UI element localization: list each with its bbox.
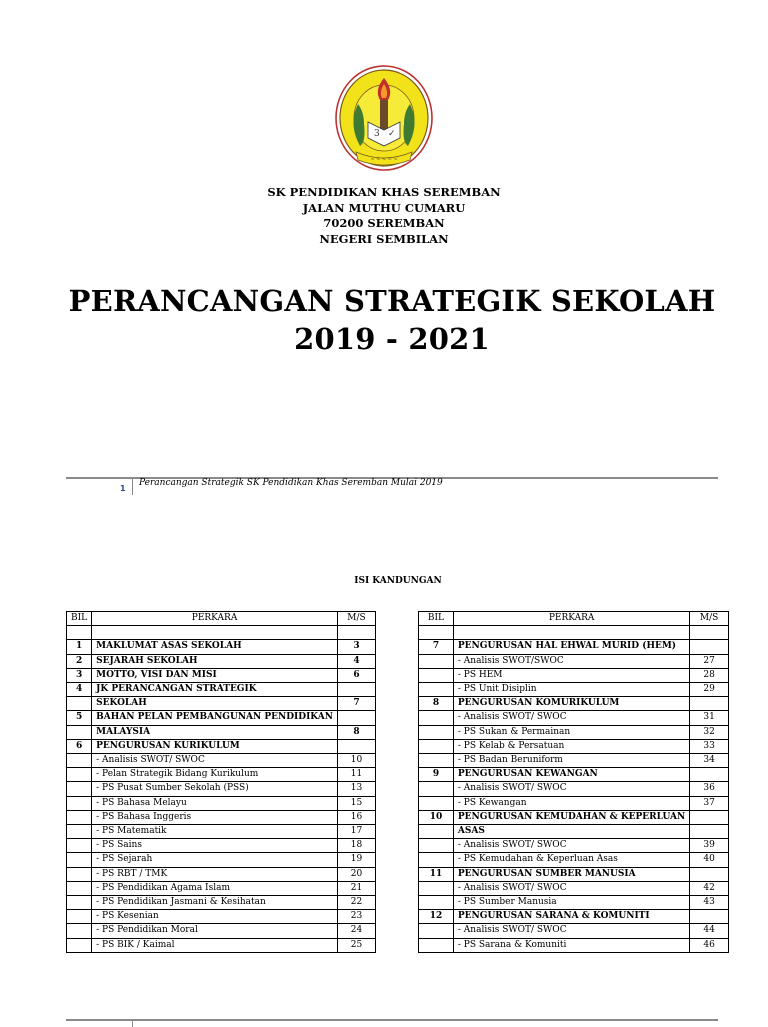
row-perkara: SEKOLAH [92,697,338,711]
row-perkara: - PS Pusat Sumber Sekolah (PSS) [92,782,338,796]
row-bil: 4 [67,683,92,697]
row-bil: 2 [67,654,92,668]
table-row [419,938,729,952]
row-perkara: - PS Sains [92,839,338,853]
footer-text: Perancangan Strategik SK Pendidikan Khas Seremban Mulai 2019 [139,478,443,488]
row-bil [419,938,454,952]
row-bil [67,924,92,938]
table-row [67,896,376,910]
row-ms: 6 [337,668,375,682]
row-ms [690,626,729,640]
school-name: SK PENDIDIKAN KHAS SEREMBAN [267,185,501,199]
toc-table-left [66,611,376,953]
row-bil [67,867,92,881]
row-ms [690,810,729,824]
table-row [67,810,376,824]
row-bil: 12 [419,910,454,924]
row-perkara: PENGURUSAN SUMBER MANUSIA [453,867,689,881]
row-bil [419,839,454,853]
table-row [67,938,376,952]
row-bil [419,924,454,938]
row-bil [419,668,454,682]
row-perkara: - Analisis SWOT/ SWOC [92,754,338,768]
table-row [419,881,729,895]
row-ms: 25 [337,938,375,952]
row-perkara: PENGURUSAN KEMUDAHAN & KEPERLUAN [453,810,689,824]
row-bil: 8 [419,697,454,711]
title-line-2: 2019 - 2021 [294,322,490,356]
table-row [67,711,376,725]
row-perkara: SEJARAH SEKOLAH [92,654,338,668]
row-perkara: - PS RBT / TMK [92,867,338,881]
row-bil [419,896,454,910]
school-street: JALAN MUTHU CUMARU [302,200,466,215]
row-perkara: - PS Badan Beruniform [453,754,689,768]
row-ms: 31 [690,711,729,725]
row-bil [67,896,92,910]
row-perkara: PENGURUSAN KOMURIKULUM [453,697,689,711]
row-ms: 17 [337,825,375,839]
row-ms: 22 [337,896,375,910]
row-ms: 11 [337,768,375,782]
row-bil [419,725,454,739]
table-row [67,839,376,853]
row-ms: 39 [690,839,729,853]
table-row [67,739,376,753]
row-bil [419,739,454,753]
svg-text:✓: ✓ [388,129,396,139]
row-perkara: - PS Kesenian [92,910,338,924]
table-row [419,640,729,654]
footer-divider [132,479,133,495]
row-ms [690,768,729,782]
table-row [419,697,729,711]
row-bil [67,754,92,768]
table-row [67,697,376,711]
school-crest-logo [334,64,434,172]
row-perkara: - PS Pendidikan Moral [92,924,338,938]
table-row [419,910,729,924]
row-ms: 43 [690,896,729,910]
row-ms: 24 [337,924,375,938]
row-bil: 7 [419,640,454,654]
row-perkara: - PS Sarana & Komuniti [453,938,689,952]
row-perkara: - Analisis SWOT/ SWOC [453,782,689,796]
row-bil [67,910,92,924]
row-perkara: MAKLUMAT ASAS SEKOLAH [92,640,338,654]
row-ms [690,640,729,654]
row-perkara: - PS Bahasa Inggeris [92,810,338,824]
row-perkara: - PS Unit Disiplin [453,683,689,697]
row-bil [419,711,454,725]
row-ms [337,626,375,640]
table-row [419,683,729,697]
row-ms: 23 [337,910,375,924]
header-perkara: PERKARA [453,612,689,626]
row-bil [67,725,92,739]
row-bil [67,839,92,853]
row-perkara: PENGURUSAN KEWANGAN [453,768,689,782]
table-row [419,782,729,796]
row-ms: 20 [337,867,375,881]
table-row [67,683,376,697]
table-row [67,725,376,739]
table-row [67,867,376,881]
footer-divider-page-2 [132,1021,133,1027]
row-perkara: - Analisis SWOT/ SWOC [453,924,689,938]
svg-text:3: 3 [374,129,380,139]
row-perkara: MALAYSIA [92,725,338,739]
row-bil [419,881,454,895]
row-perkara: MOTTO, VISI DAN MISI [92,668,338,682]
row-perkara: - PS BIK / Kaimal [92,938,338,952]
row-ms: 42 [690,881,729,895]
row-bil [67,782,92,796]
table-row [419,668,729,682]
row-bil [67,881,92,895]
footer-rule-page-2 [66,1019,718,1021]
row-ms: 33 [690,739,729,753]
row-perkara: PENGURUSAN KURIKULUM [92,739,338,753]
row-ms: 27 [690,654,729,668]
row-bil: 3 [67,668,92,682]
table-row [67,853,376,867]
row-ms [690,825,729,839]
table-row [67,782,376,796]
table-row [67,754,376,768]
document-title [0,282,768,358]
table-header-row [67,612,376,626]
row-bil [67,626,92,640]
table-row [67,796,376,810]
school-postcode-city: 70200 SEREMBAN [323,216,445,230]
table-row [67,626,376,640]
title-line-1: PERANCANGAN STRATEGIK SEKOLAH [68,284,716,318]
row-perkara: - PS Pendidikan Agama Islam [92,881,338,895]
row-ms: 13 [337,782,375,796]
table-row [419,711,729,725]
table-row [419,839,729,853]
header-perkara: PERKARA [92,612,338,626]
table-row [419,725,729,739]
row-ms: 36 [690,782,729,796]
table-row [67,910,376,924]
row-bil: 9 [419,768,454,782]
row-bil: 6 [67,739,92,753]
row-bil [67,796,92,810]
row-perkara: - PS Kemudahan & Keperluan Asas [453,853,689,867]
row-perkara: BAHAN PELAN PEMBANGUNAN PENDIDIKAN [92,711,338,725]
row-perkara: PENGURUSAN HAL EHWAL MURID (HEM) [453,640,689,654]
row-perkara: - PS Sumber Manusia [453,896,689,910]
row-bil [419,853,454,867]
table-row [419,654,729,668]
row-ms [337,739,375,753]
row-bil [419,683,454,697]
table-row [419,796,729,810]
row-ms: 3 [337,640,375,654]
row-perkara: - PS Matematik [92,825,338,839]
row-ms: 15 [337,796,375,810]
row-perkara [453,626,689,640]
header-bil: BIL [419,612,454,626]
row-ms: 18 [337,839,375,853]
row-ms: 37 [690,796,729,810]
row-bil [67,825,92,839]
row-perkara [92,626,338,640]
table-row [419,810,729,824]
table-row [419,626,729,640]
table-row [419,924,729,938]
row-ms: 8 [337,725,375,739]
table-row [67,640,376,654]
row-perkara: - Analisis SWOT/ SWOC [453,711,689,725]
table-row [419,768,729,782]
row-bil [419,654,454,668]
table-row [67,881,376,895]
row-perkara: ASAS [453,825,689,839]
row-ms: 7 [337,697,375,711]
row-perkara: - PS Kewangan [453,796,689,810]
row-ms: 21 [337,881,375,895]
row-bil [67,938,92,952]
row-bil: 5 [67,711,92,725]
row-perkara: JK PERANCANGAN STRATEGIK [92,683,338,697]
row-ms: 4 [337,654,375,668]
row-perkara: - PS Sejarah [92,853,338,867]
header-ms: M/S [337,612,375,626]
row-bil [419,796,454,810]
row-bil [419,825,454,839]
table-row [67,768,376,782]
row-perkara: - PS Pendidikan Jasmani & Kesihatan [92,896,338,910]
row-perkara: - PS Sukan & Permainan [453,725,689,739]
row-perkara: - Analisis SWOT/ SWOC [453,839,689,853]
row-bil [67,853,92,867]
table-row [67,924,376,938]
row-ms: 16 [337,810,375,824]
row-ms [337,683,375,697]
table-header-row [419,612,729,626]
row-perkara: - PS Bahasa Melayu [92,796,338,810]
row-ms: 19 [337,853,375,867]
table-row [419,853,729,867]
row-ms: 28 [690,668,729,682]
row-bil [67,697,92,711]
row-ms: 34 [690,754,729,768]
table-row [67,668,376,682]
svg-text:~ ~ ~ ~ ~: ~ ~ ~ ~ ~ [370,157,398,163]
row-perkara: - PS HEM [453,668,689,682]
row-perkara: PENGURUSAN SARANA & KOMUNITI [453,910,689,924]
table-row [419,896,729,910]
row-ms: 32 [690,725,729,739]
toc-heading: ISI KANDUNGAN [354,576,442,586]
school-address [0,185,768,247]
footer-page-number: 1 [120,484,126,493]
row-bil [67,810,92,824]
table-row [419,825,729,839]
row-perkara: - PS Kelab & Persatuan [453,739,689,753]
row-perkara: - Analisis SWOT/ SWOC [453,881,689,895]
row-ms [690,697,729,711]
row-bil: 1 [67,640,92,654]
row-bil: 11 [419,867,454,881]
row-ms: 10 [337,754,375,768]
toc-table-right [418,611,729,953]
row-bil: 10 [419,810,454,824]
table-row [67,654,376,668]
table-row [419,867,729,881]
table-row [419,754,729,768]
row-bil [419,782,454,796]
row-bil [419,754,454,768]
row-ms: 40 [690,853,729,867]
row-ms: 44 [690,924,729,938]
row-bil [419,626,454,640]
row-perkara: - Pelan Strategik Bidang Kurikulum [92,768,338,782]
row-ms [690,910,729,924]
row-perkara: - Analisis SWOT/SWOC [453,654,689,668]
row-ms [337,711,375,725]
school-state: NEGERI SEMBILAN [319,231,449,246]
table-row [67,825,376,839]
row-ms: 46 [690,938,729,952]
row-bil [67,768,92,782]
table-row [419,739,729,753]
row-ms [690,867,729,881]
row-ms: 29 [690,683,729,697]
header-bil: BIL [67,612,92,626]
header-ms: M/S [690,612,729,626]
